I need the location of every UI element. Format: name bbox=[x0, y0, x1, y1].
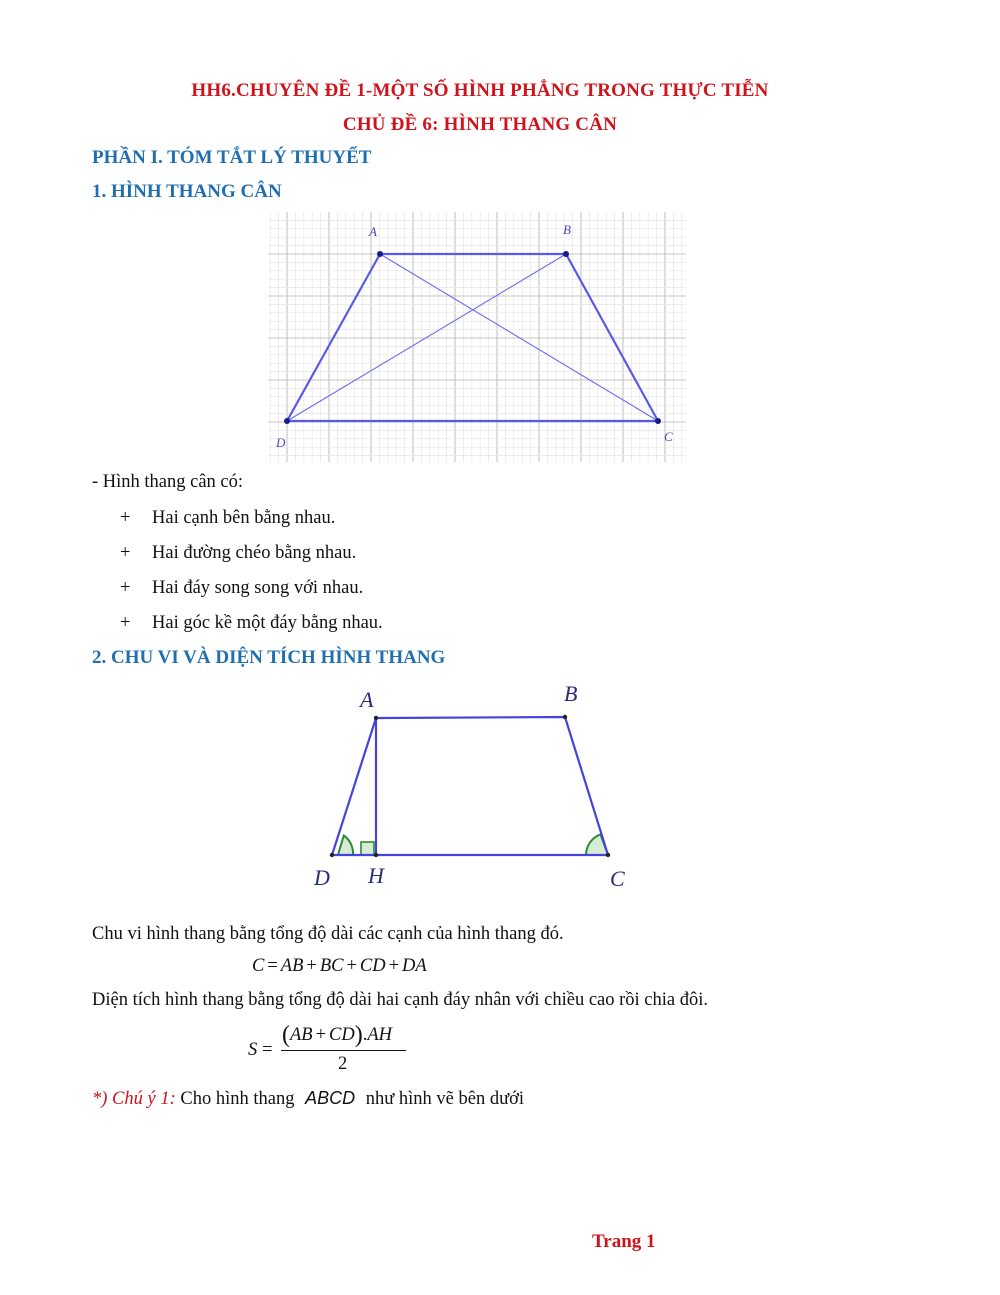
subsection-heading-isosceles: 1. HÌNH THANG CÂN bbox=[92, 181, 282, 202]
angle-d-mark bbox=[338, 836, 353, 856]
label-d: D bbox=[314, 865, 330, 890]
formula-term: AB bbox=[290, 1025, 313, 1045]
point-b bbox=[563, 251, 569, 257]
right-angle-mark bbox=[361, 842, 374, 855]
trapezoid-height-figure bbox=[305, 680, 645, 895]
fraction-numerator: (AB + CD).AH bbox=[282, 1022, 393, 1048]
point-a bbox=[377, 251, 383, 257]
bullet-plus: + bbox=[120, 578, 131, 598]
formula-operator: + bbox=[388, 956, 400, 976]
formula-term: CD bbox=[329, 1025, 355, 1045]
bullet-plus: + bbox=[120, 543, 131, 563]
label-b: B bbox=[564, 681, 578, 706]
list-item bbox=[120, 578, 363, 599]
label-b: B bbox=[563, 222, 571, 237]
fraction-bar bbox=[281, 1050, 406, 1051]
bullet-plus: + bbox=[120, 508, 131, 528]
point-h bbox=[374, 853, 378, 857]
area-description: Diện tích hình thang bằng tổng độ dài hai cạnh đáy nhân với chiều cao rồi chia đôi. bbox=[92, 990, 709, 1010]
formula-operator: + bbox=[315, 1025, 327, 1045]
list-item-text: Hai đáy song song với nhau. bbox=[152, 578, 364, 598]
grid bbox=[268, 212, 686, 462]
label-a: A bbox=[360, 687, 374, 712]
formula-term: AH bbox=[367, 1025, 393, 1045]
label-d: D bbox=[276, 435, 286, 450]
document-title: HH6.CHUYÊN ĐỀ 1-MỘT SỐ HÌNH PHẲNG TRONG THỰC TIỄN bbox=[191, 80, 769, 101]
shape-name: ABCD bbox=[305, 1088, 356, 1108]
label-c: C bbox=[664, 429, 673, 444]
subsection-heading-perimeter-area: 2. CHU VI VÀ DIỆN TÍCH HÌNH THANG bbox=[92, 647, 446, 668]
point-a bbox=[374, 716, 378, 720]
page-number: Trang 1 bbox=[592, 1231, 656, 1252]
point-c bbox=[655, 418, 661, 424]
bullet-plus: + bbox=[120, 613, 131, 633]
area-formula bbox=[248, 1022, 418, 1077]
formula-term: BC bbox=[319, 956, 344, 976]
list-item-text: Hai góc kề một đáy bằng nhau. bbox=[152, 613, 383, 633]
list-item-text: Hai đường chéo bằng nhau. bbox=[152, 543, 357, 563]
point-d bbox=[330, 853, 334, 857]
formula-operator: = bbox=[262, 1040, 273, 1060]
formula-operator: + bbox=[306, 956, 317, 976]
point-c bbox=[606, 853, 610, 857]
isosceles-trapezoid-figure bbox=[268, 212, 686, 462]
formula-term: CD bbox=[359, 956, 386, 976]
formula-operator: + bbox=[346, 956, 357, 976]
note-label: *) Chú ý 1: bbox=[92, 1089, 176, 1109]
list-item bbox=[120, 508, 335, 529]
formula-term: C bbox=[252, 956, 265, 976]
note-text: Cho hình thang bbox=[180, 1089, 295, 1109]
trapezoid-outline bbox=[332, 717, 608, 855]
formula-term: DA bbox=[402, 956, 427, 976]
list-item-text: Hai cạnh bên bằng nhau. bbox=[152, 508, 336, 528]
perimeter-description: Chu vi hình thang bằng tổng độ dài các cạnh của hình thang đó. bbox=[92, 924, 564, 944]
label-h: H bbox=[368, 863, 384, 888]
label-a: A bbox=[369, 224, 377, 239]
fraction-denominator: 2 bbox=[338, 1054, 348, 1074]
perimeter-formula bbox=[252, 956, 427, 977]
properties-intro: - Hình thang cân có: bbox=[92, 472, 244, 492]
point-d bbox=[284, 418, 290, 424]
list-item bbox=[120, 543, 356, 564]
topic-title: CHỦ ĐỀ 6: HÌNH THANG CÂN bbox=[342, 114, 618, 135]
point-b bbox=[563, 715, 567, 719]
note-line bbox=[92, 1088, 524, 1110]
formula-term: S bbox=[248, 1040, 258, 1060]
formula-term: AB bbox=[280, 956, 304, 976]
formula-operator: . bbox=[362, 1025, 368, 1045]
section-heading-part1: PHẦN I. TÓM TẮT LÝ THUYẾT bbox=[92, 147, 372, 168]
list-item bbox=[120, 613, 383, 634]
note-text: như hình vẽ bên dưới bbox=[365, 1089, 525, 1109]
formula-operator: = bbox=[267, 956, 278, 976]
label-c: C bbox=[610, 866, 625, 891]
